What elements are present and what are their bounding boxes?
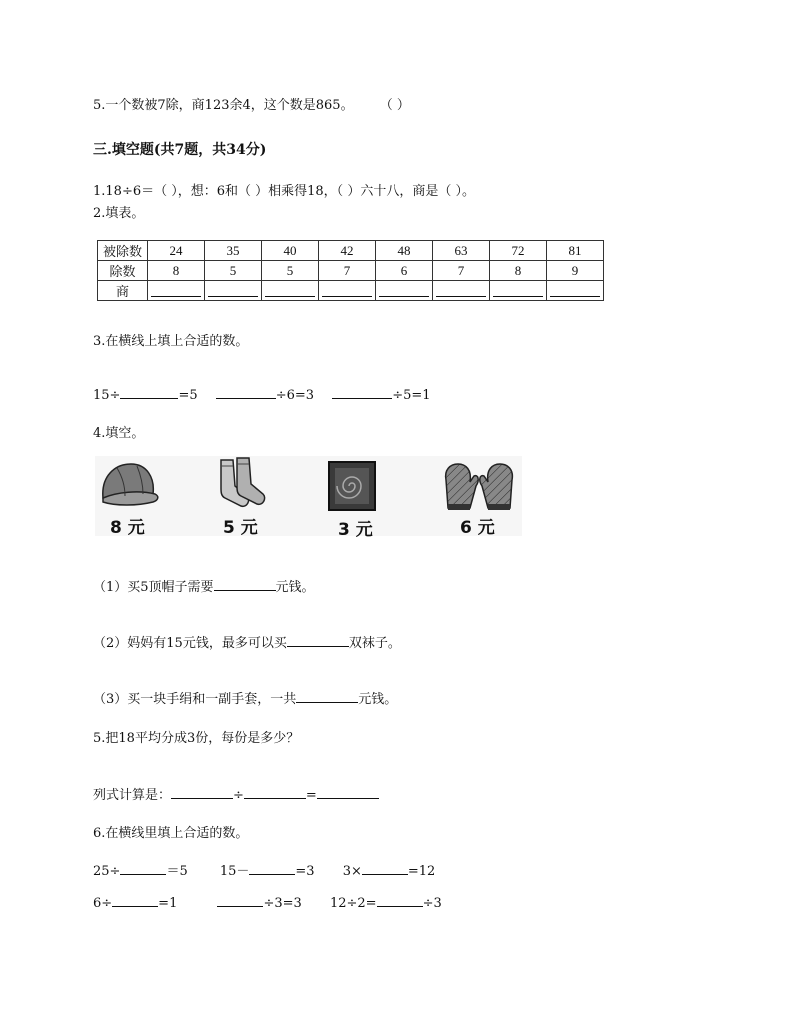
question-6-row-1 [93, 860, 435, 879]
q4-sub2-after: 双袜子。 [348, 636, 401, 651]
answer-blank[interactable] [249, 862, 295, 875]
eq-sign: = [305, 788, 317, 803]
judge-question-5 [93, 94, 410, 113]
table-cell: 63 [433, 241, 490, 261]
table-cell: 81 [547, 241, 604, 261]
question-6-title: 6.在横线里填上合适的数。 [93, 826, 249, 841]
q3-a-right: =5 [178, 388, 198, 403]
answer-cell[interactable] [547, 281, 604, 301]
answer-blank[interactable] [377, 894, 423, 907]
formula-label: 列式计算是： [93, 788, 172, 803]
judge-question-5-text: 5.一个数被7除，商123余4，这个数是865。 [93, 98, 354, 113]
q6-r1-c-right: =12 [407, 864, 436, 879]
table-row-quotient [98, 281, 604, 301]
answer-cell[interactable] [319, 281, 376, 301]
q4-sub3-before: （3）买一块手绢和一副手套，一共 [93, 692, 297, 707]
price-label: 5 元 [223, 518, 258, 538]
answer-blank[interactable] [216, 386, 276, 399]
question-3-title: 3.在横线上填上合适的数。 [93, 334, 249, 349]
question-4-title: 4.填空。 [93, 426, 145, 441]
question-4-sub-3 [93, 688, 397, 707]
answer-blank[interactable] [296, 690, 358, 703]
answer-paren[interactable]: （ ） [379, 98, 410, 113]
question-5-title: 5.把18平均分成3份，每份是多少？ [93, 731, 300, 746]
table-cell: 40 [262, 241, 319, 261]
q3-c-right: ÷5=1 [392, 388, 431, 403]
fill-table [97, 240, 604, 301]
q6-r2-c-right: ÷3 [422, 896, 442, 911]
question-4-sub-2 [93, 632, 401, 651]
q6-r2-c-left: 12÷2= [329, 896, 377, 911]
row-label-dividend: 被除数 [98, 241, 148, 261]
table-cell: 7 [319, 261, 376, 281]
cap-icon [97, 456, 161, 510]
question-4-sub-1 [93, 576, 315, 595]
answer-blank[interactable] [332, 386, 392, 399]
answer-blank[interactable] [287, 634, 349, 647]
answer-cell[interactable] [205, 281, 262, 301]
answer-cell[interactable] [262, 281, 319, 301]
table-row-dividend [98, 241, 604, 261]
row-label-divisor: 除数 [98, 261, 148, 281]
question-2-title: 2.填表。 [93, 206, 145, 221]
q6-r2-a-left: 6÷ [93, 896, 113, 911]
answer-cell[interactable] [376, 281, 433, 301]
mittens-icon [438, 460, 520, 514]
answer-blank[interactable] [317, 786, 379, 799]
table-cell: 5 [205, 261, 262, 281]
answer-blank[interactable] [112, 894, 158, 907]
q6-r1-a-left: 25÷ [93, 864, 121, 879]
answer-blank[interactable] [120, 386, 178, 399]
table-cell: 7 [433, 261, 490, 281]
answer-cell[interactable] [433, 281, 490, 301]
answer-cell[interactable] [490, 281, 547, 301]
answer-blank[interactable] [217, 894, 263, 907]
q3-b-right: ÷6=3 [275, 388, 315, 403]
row-label-quotient: 商 [98, 281, 148, 301]
question-5-formula [93, 784, 379, 803]
handkerchief-icon [327, 460, 377, 512]
table-cell: 8 [148, 261, 205, 281]
question-3-row [93, 386, 431, 403]
table-cell: 35 [205, 241, 262, 261]
question-1: 1.18÷6＝（ ），想：6和（ ）相乘得18，（ ）六十八，商是（ ）。 [93, 184, 475, 199]
answer-blank[interactable] [120, 862, 166, 875]
table-cell: 5 [262, 261, 319, 281]
q4-sub3-after: 元钱。 [358, 692, 398, 707]
table-cell: 8 [490, 261, 547, 281]
table-cell: 9 [547, 261, 604, 281]
answer-blank[interactable] [214, 578, 276, 591]
table-cell: 24 [148, 241, 205, 261]
q6-r1-b-right: =3 [295, 864, 315, 879]
q4-sub2-before: （2）妈妈有15元钱，最多可以买 [93, 636, 287, 651]
answer-blank[interactable] [362, 862, 408, 875]
div-sign: ÷ [233, 788, 244, 803]
q6-r1-b-left: 15－ [219, 864, 250, 879]
q6-r2-b-right: ÷3=3 [263, 896, 302, 911]
question-6-row-2 [93, 894, 442, 911]
price-label: 3 元 [338, 520, 373, 540]
q6-r1-c-left: 3× [342, 864, 362, 879]
q3-a-left: 15÷ [93, 388, 121, 403]
answer-blank[interactable] [244, 786, 306, 799]
table-cell: 6 [376, 261, 433, 281]
section-3-heading: 三.填空题(共7题，共34分) [93, 142, 267, 158]
q4-sub1-before: （1）买5顶帽子需要 [93, 580, 214, 595]
table-cell: 72 [490, 241, 547, 261]
q6-r2-a-right: =1 [158, 896, 178, 911]
table-cell: 42 [319, 241, 376, 261]
answer-cell[interactable] [148, 281, 205, 301]
table-cell: 48 [376, 241, 433, 261]
table-row-divisor [98, 261, 604, 281]
q4-sub1-after: 元钱。 [275, 580, 315, 595]
answer-blank[interactable] [171, 786, 233, 799]
socks-icon [213, 456, 269, 512]
price-label: 6 元 [460, 518, 495, 538]
price-label: 8 元 [110, 518, 145, 538]
q6-r1-a-right: ＝5 [166, 864, 188, 879]
